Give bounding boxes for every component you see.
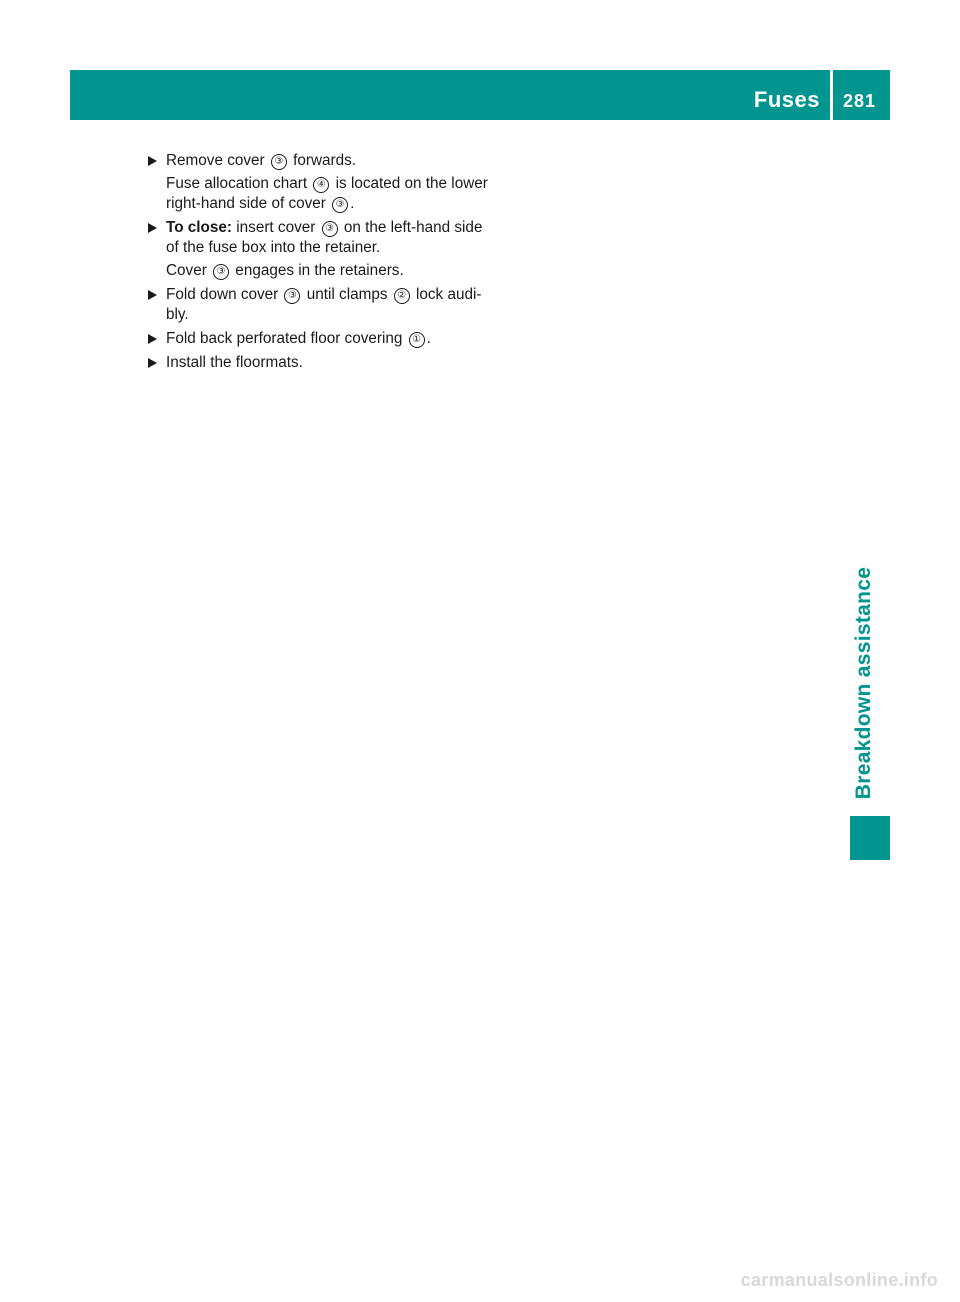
step-text: Fold back perforated floor covering ① . — [166, 330, 431, 347]
step-arrow-icon — [148, 156, 157, 166]
header-divider — [830, 70, 833, 120]
step-remove-cover — [148, 151, 488, 214]
step-arrow-icon — [148, 334, 157, 344]
side-tab-label: Breakdown assistance — [852, 566, 875, 799]
instructions — [148, 151, 488, 377]
callout-3: ③ — [213, 264, 229, 280]
step-fold-back-floor — [148, 329, 488, 349]
step-note: Fuse allocation chart ④ is located on the lower right-hand side of cover ③ . — [166, 175, 488, 212]
callout-4: ④ — [313, 177, 329, 193]
step-text: Remove cover ③ forwards. — [166, 152, 357, 169]
step-lead: To close: — [166, 219, 233, 236]
step-text: Fold down cover ③ until clamps ② lock audi- bly. — [166, 286, 482, 323]
step-fold-down-cover — [148, 285, 488, 325]
step-text: To close: insert cover ③ on the left-hand side of the fuse box into the retainer. — [166, 219, 483, 256]
callout-1: ① — [409, 332, 425, 348]
callout-3: ③ — [332, 197, 348, 213]
watermark: carmanualsonline.info — [740, 1270, 938, 1290]
step-note: Cover ③ engages in the retainers. — [166, 262, 404, 279]
callout-3: ③ — [271, 154, 287, 170]
side-tab — [844, 560, 884, 805]
step-to-close — [148, 218, 488, 281]
callout-2: ② — [394, 288, 410, 304]
side-tab-marker — [850, 816, 890, 860]
callout-3: ③ — [322, 221, 338, 237]
step-install-floormats — [148, 353, 488, 373]
step-arrow-icon — [148, 358, 157, 368]
page-number: 281 — [843, 91, 877, 111]
section-title: Fuses — [753, 87, 820, 112]
step-text: Install the floormats. — [166, 354, 303, 371]
step-arrow-icon — [148, 290, 157, 300]
callout-3: ③ — [284, 288, 300, 304]
step-arrow-icon — [148, 223, 157, 233]
